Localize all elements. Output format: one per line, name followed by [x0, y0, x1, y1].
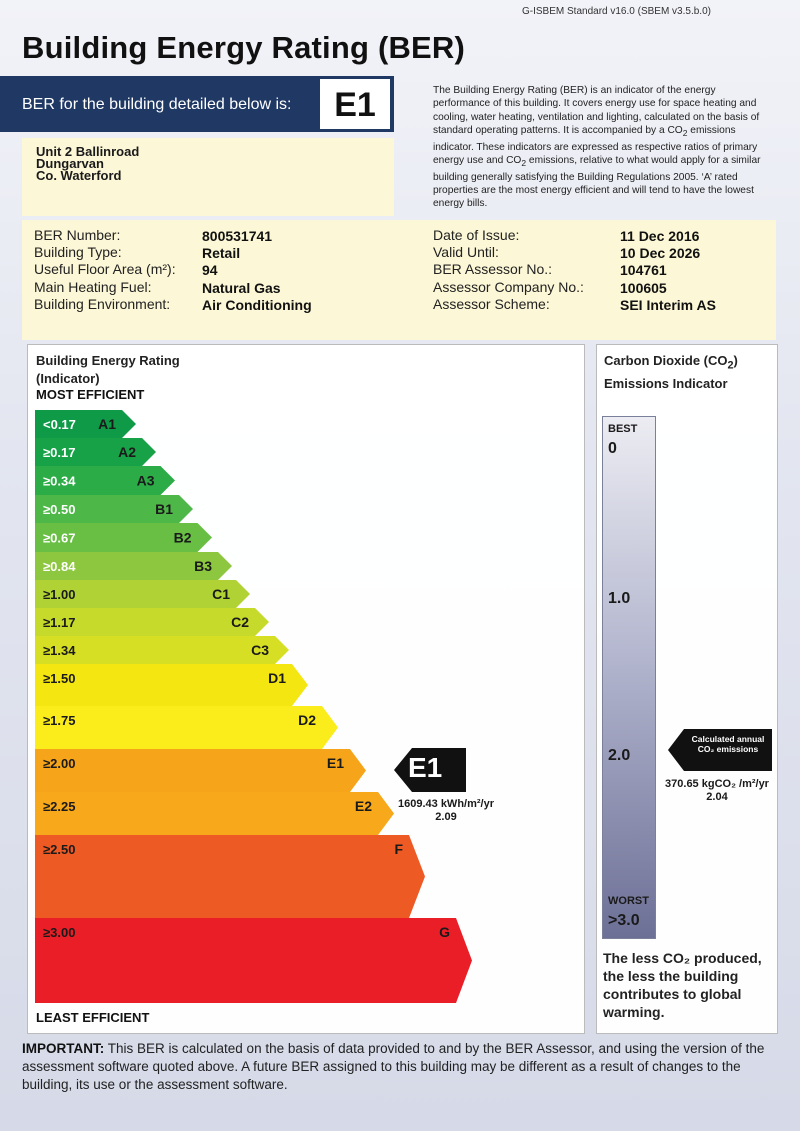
intro-sub: 2	[521, 158, 527, 169]
band-threshold-label: ≥0.50	[43, 502, 76, 517]
band-threshold-label: ≥3.00	[43, 925, 76, 940]
ber-ratio-value: 2.09	[435, 811, 457, 823]
rating-band-f	[35, 835, 425, 918]
detail-label: Building Environment:	[34, 296, 171, 312]
co2-worst-label: WORST	[608, 895, 649, 907]
least-efficient-label: LEAST EFFICIENT	[36, 1010, 150, 1025]
band-threshold-label: ≥0.34	[43, 473, 76, 489]
intro-sub: 2	[682, 128, 688, 139]
detail-label: BER Number:	[34, 227, 121, 243]
detail-value: 104761	[620, 262, 667, 278]
ber-rating-box: E1	[319, 78, 391, 130]
ber-banner-label: BER for the building detailed below is:	[22, 96, 292, 113]
band-grade-label: B3	[194, 558, 212, 574]
detail-label: Valid Until:	[433, 244, 499, 260]
detail-label: Assessor Company No.:	[433, 279, 584, 295]
detail-value: Natural Gas	[202, 280, 281, 296]
important-label: IMPORTANT:	[22, 1041, 105, 1056]
ber-energy-value: 1609.43 kWh/m²/yr	[398, 798, 494, 810]
co2-best-label: BEST	[608, 423, 638, 435]
band-threshold-label: ≥1.17	[43, 615, 76, 630]
co2-title	[604, 352, 738, 393]
address-line: Dungarvan	[36, 156, 104, 171]
co2-scale-bar	[602, 416, 656, 939]
rating-band-g	[35, 918, 472, 1003]
band-grade-label: F	[394, 841, 403, 857]
detail-value: 11 Dec 2016	[620, 228, 700, 244]
band-grade-label: C2	[231, 614, 249, 630]
address-line: Unit 2 Ballinroad	[36, 144, 140, 159]
most-efficient-label: MOST EFFICIENT	[36, 387, 145, 402]
co2-title-sub: 2	[727, 359, 734, 372]
band-threshold-label: ≥0.67	[43, 530, 76, 546]
important-notice	[22, 1040, 776, 1094]
band-threshold-label: ≥0.84	[43, 559, 76, 574]
detail-value: 800531741	[202, 228, 273, 244]
band-threshold-label: ≥2.50	[43, 842, 76, 857]
detail-label: Date of Issue:	[433, 227, 520, 243]
band-grade-label: B2	[173, 529, 192, 546]
co2-tick: 0	[608, 440, 617, 457]
detail-value: Retail	[202, 245, 241, 261]
intro-part: emissions indicator. These indicators are expressed as respective ratios of primary energy use and CO	[433, 125, 758, 167]
co2-title-part: )	[733, 353, 738, 368]
band-grade-label: C3	[251, 642, 269, 658]
ber-value-readout	[390, 798, 502, 824]
band-threshold-label: <0.17	[43, 417, 76, 432]
software-version: G-ISBEM Standard v16.0 (SBEM v3.5.b.0)	[522, 6, 711, 17]
band-grade-label: B1	[155, 501, 173, 517]
band-grade-label: E1	[326, 755, 344, 771]
band-threshold-label: ≥2.00	[43, 756, 76, 771]
intro-part: The Building Energy Rating (BER) is an indicator of the energy performance of this building. It covers energy use for space heating and cooling, water heating, ventilation and lighting, calculated on the basis of standard operating patterns. It is accompanied by a CO	[433, 85, 760, 137]
band-threshold-label: ≥0.17	[43, 445, 76, 460]
co2-tick: >3.0	[608, 912, 640, 929]
band-grade-label: A3	[136, 472, 155, 489]
band-grade-label: G	[439, 924, 450, 940]
co2-ratio-value: 2.04	[706, 791, 728, 803]
ber-marker-grade: E1	[408, 752, 443, 783]
rating-band-d2	[35, 706, 338, 749]
band-grade-label: C1	[212, 586, 230, 602]
detail-value: 10 Dec 2026	[620, 245, 701, 261]
rating-band-d1	[35, 664, 308, 706]
rating-band-e2	[35, 792, 394, 835]
detail-value: 100605	[620, 280, 667, 296]
co2-title-line: Emissions Indicator	[604, 375, 728, 391]
co2-tick: 1.0	[608, 590, 631, 607]
band-grade-label: D2	[298, 712, 316, 728]
rating-band-e1	[35, 749, 366, 792]
detail-label: Assessor Scheme:	[433, 296, 550, 312]
band-grade-label: E2	[354, 798, 372, 814]
detail-label: Building Type:	[34, 244, 122, 260]
page-title: Building Energy Rating (BER)	[22, 30, 466, 65]
detail-label: BER Assessor No.:	[433, 261, 553, 277]
rating-title-line: (Indicator)	[36, 371, 100, 386]
address-line: Co. Waterford	[36, 168, 122, 183]
detail-value: 94	[202, 262, 218, 278]
rating-title-line: Building Energy Rating	[36, 353, 180, 368]
detail-value: SEI Interim AS	[620, 297, 716, 313]
band-grade-label: A1	[98, 416, 116, 432]
co2-tick: 2.0	[608, 747, 631, 764]
co2-title-part: Carbon Dioxide (CO	[604, 353, 728, 368]
co2-emissions-value: 370.65 kgCO₂ /m²/yr	[665, 778, 769, 790]
detail-value: Air Conditioning	[202, 297, 312, 313]
co2-value-readout	[656, 778, 778, 804]
band-threshold-label: ≥1.34	[43, 643, 76, 658]
co2-marker-label: Calculated annual CO₂ emissions	[691, 734, 765, 754]
detail-label: Useful Floor Area (m²):	[34, 261, 176, 277]
important-text: This BER is calculated on the basis of data provided to and by the BER Assessor, and using the version of the assessment software quoted above. A future BER assigned to this building may be different as a result of changes to the building, its use or the assessment software.	[22, 1041, 765, 1092]
band-threshold-label: ≥1.75	[43, 713, 76, 728]
band-grade-label: D1	[268, 670, 286, 686]
intro-part: emissions, relative to what would apply for a similar building generally satisfying the Building Regulations 2005. ‘A’ rated properties are the most energy efficient and will tend to have the lowest energy bills.	[433, 155, 761, 210]
band-threshold-label: ≥2.25	[43, 799, 76, 814]
band-threshold-label: ≥1.50	[43, 671, 76, 686]
detail-label: Main Heating Fuel:	[34, 279, 152, 295]
co2-note: The less CO₂ produced, the less the building contributes to global warming.	[603, 950, 762, 1020]
band-threshold-label: ≥1.00	[43, 587, 76, 602]
band-grade-label: A2	[118, 444, 136, 460]
